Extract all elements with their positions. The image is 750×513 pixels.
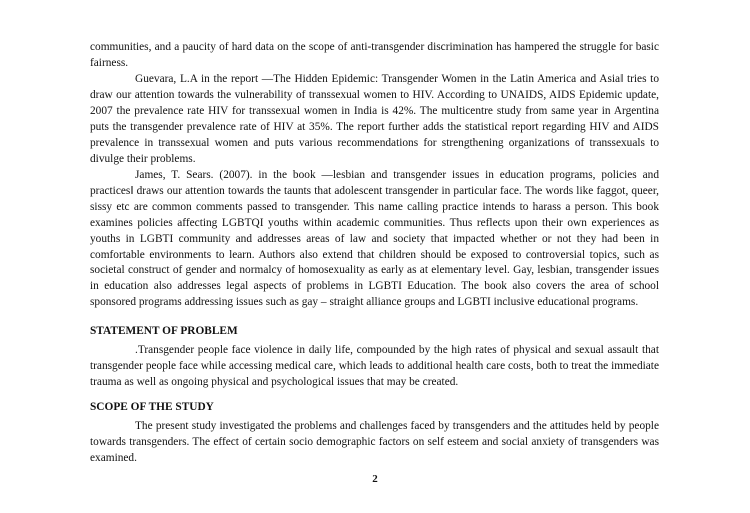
paragraph-continuation: communities, and a paucity of hard data on the scope of anti-transgender discrimination has hampered the struggle for basic fairness. (90, 41, 659, 69)
paragraph-guevara-report: Guevara, L.A in the report ―The Hidden Epidemic: Transgender Women in the Latin America and Asia‖ tries to draw our attention towards the vulnerability of transsexual women to HIV. According to UNAIDS, AIDS Epidemic update, 2007 the prevalence rate HIV for transsexual women in India is 42%. The multicentre study from same year in Argentina puts the transgender prevalence rate of HIV at 35%. The report further adds the statistical report regarding HIV and AIDS prevalence in transsexual women and puts various recommendations for strengthening organizations of transsexuals to divulge their problems. (90, 73, 659, 165)
heading-statement-of-problem: STATEMENT OF PROBLEM (90, 325, 238, 337)
heading-scope-of-study: SCOPE OF THE STUDY (90, 401, 214, 413)
paragraph-statement-of-problem: .Transgender people face violence in daily life, compounded by the high rates of physical and sexual assault that transgender people face while accessing medical care, which leads to additional health care costs, both to treat the immediate trauma as well as ongoing physical and psychological issues that may be created. (90, 344, 659, 388)
paragraph-scope-of-study: The present study investigated the problems and challenges faced by transgenders and the attitudes held by people towards transgenders. The effect of certain socio demographic factors on self esteem and social anxiety of transgenders was examined. (90, 420, 659, 464)
paragraph-sears-book: James, T. Sears. (2007). in the book ―lesbian and transgender issues in education programs, policies and practices‖ draws our attention towards the taunts that adolescent transgender in particular face. The words like faggot, queer, sissy etc are common comments passed to transgender. This name calling practice intends to harass a person. This book examines policies affecting LGBTQI youths within academic communities. Thus reflects upon their own experiences as youths in LGBTI community and addresses areas of law and society that impacted whether or not they had been in comfortable environments to learn. Authors also extend that children should be exposed to controversial topics, such as societal construct of gender and normalcy of homosexuality as early as at elementary level. Gay, lesbian, transgender issues in education also addresses legal aspects of problems in LGBTI Education. The book also covers the area of school sponsored programs addressing issues such as gay – straight alliance groups and LGBTI inclusive educational programs. (90, 169, 659, 309)
page-number: 2 (372, 473, 378, 485)
